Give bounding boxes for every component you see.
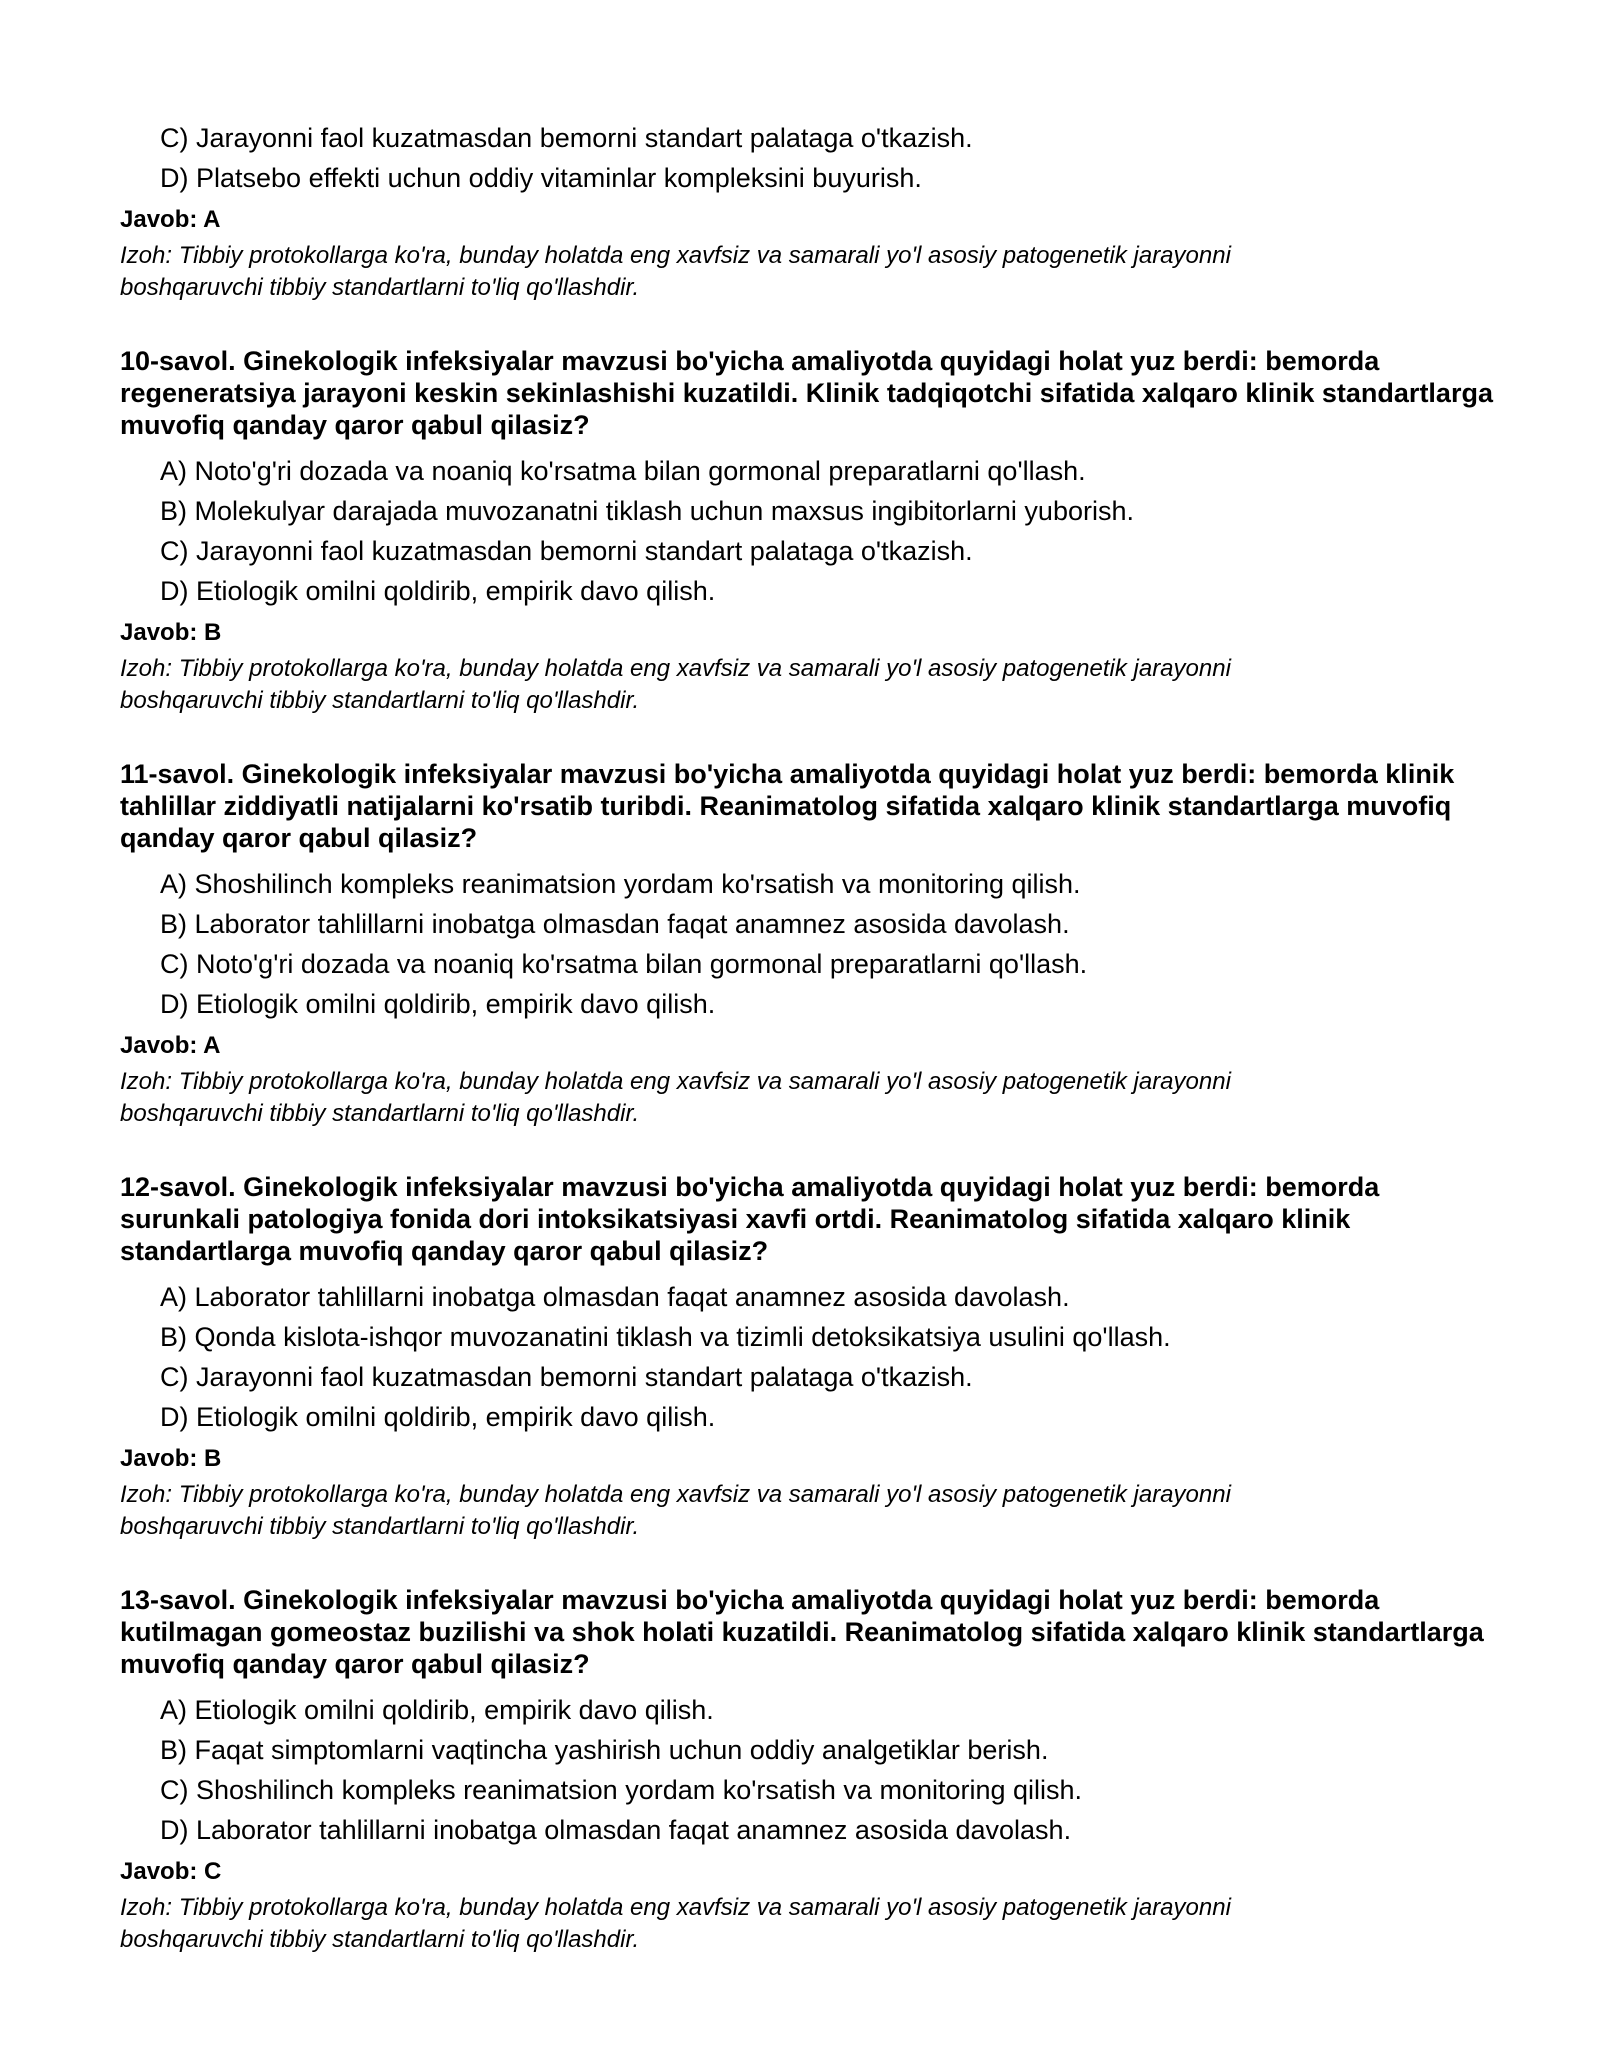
explanation-note: Izoh: Tibbiy protokollarga ko'ra, bunday holatda eng xavfsiz va samarali yo'l asosiy patogenetik jarayonni boshqaruvchi tibbiy standartlarni to'liq qo'llashdir. [120,242,1231,301]
option-a: A) Noto'g'ri dozada va noaniq ko'rsatma bilan gormonal preparatlarni qo'llash. [160,456,1086,486]
explanation-note: Izoh: Tibbiy protokollarga ko'ra, bunday holatda eng xavfsiz va samarali yo'l asosiy patogenetik jarayonni boshqaruvchi tibbiy standartlarni to'liq qo'llashdir. [120,1894,1231,1953]
option-a: A) Etiologik omilni qoldirib, empirik davo qilish. [160,1695,714,1725]
explanation-note: Izoh: Tibbiy protokollarga ko'ra, bunday holatda eng xavfsiz va samarali yo'l asosiy patogenetik jarayonni boshqaruvchi tibbiy standartlarni to'liq qo'llashdir. [120,655,1231,714]
option-d: D) Etiologik omilni qoldirib, empirik davo qilish. [160,1402,716,1432]
answer-label: Javob: A [120,1032,221,1059]
question-title: 12-savol. Ginekologik infeksiyalar mavzusi bo'yicha amaliyotda quyidagi holat yuz berdi: bemorda surunkali patologiya fonida dori intoksikatsiyasi xavfi ortdi. Reanimatolog sifatida xalqaro klinik standartlarga muvofiq qanday qaror qabul qilasiz? [120,1172,1380,1266]
option-c: C) Jarayonni faol kuzatmasdan bemorni standart palataga o'tkazish. [160,123,973,153]
answer-label: Javob: C [120,1858,222,1885]
answer-label: Javob: B [120,619,222,646]
option-d: D) Platsebo effekti uchun oddiy vitaminlar kompleksini buyurish. [160,163,922,193]
question-title: 10-savol. Ginekologik infeksiyalar mavzusi bo'yicha amaliyotda quyidagi holat yuz berdi: bemorda regeneratsiya jarayoni keskin sekinlashishi kuzatildi. Klinik tadqiqotchi sifatida xalqaro klinik standartlarga muvofiq qanday qaror qabul qilasiz? [120,346,1493,440]
question-9-continuation [120,118,1500,304]
question-13 [120,1584,1500,1956]
option-b: B) Qonda kislota-ishqor muvozanatini tiklash va tizimli detoksikatsiya usulini qo'llash. [160,1322,1171,1352]
question-title: 13-savol. Ginekologik infeksiyalar mavzusi bo'yicha amaliyotda quyidagi holat yuz berdi: bemorda kutilmagan gomeostaz buzilishi va shok holati kuzatildi. Reanimatolog sifatida xalqaro klinik standartlarga muvofiq qanday qaror qabul qilasiz? [120,1585,1484,1679]
answer-label: Javob: A [120,206,221,233]
option-a: A) Shoshilinch kompleks reanimatsion yordam ko'rsatish va monitoring qilish. [160,869,1081,899]
question-title: 11-savol. Ginekologik infeksiyalar mavzusi bo'yicha amaliyotda quyidagi holat yuz berdi: bemorda klinik tahlillar ziddiyatli natijalarni ko'rsatib turibdi. Reanimatolog sifatida xalqaro klinik standartlarga muvofiq qanday qaror qabul qilasiz? [120,759,1455,853]
option-c: C) Jarayonni faol kuzatmasdan bemorni standart palataga o'tkazish. [160,1362,973,1392]
option-d: D) Etiologik omilni qoldirib, empirik davo qilish. [160,576,716,606]
question-12 [120,1171,1500,1543]
option-c: C) Noto'g'ri dozada va noaniq ko'rsatma bilan gormonal preparatlarni qo'llash. [160,949,1088,979]
option-d: D) Etiologik omilni qoldirib, empirik davo qilish. [160,989,716,1019]
option-b: B) Molekulyar darajada muvozanatni tiklash uchun maxsus ingibitorlarni yuborish. [160,496,1134,526]
option-c: C) Shoshilinch kompleks reanimatsion yordam ko'rsatish va monitoring qilish. [160,1775,1083,1805]
document-page [120,118,1500,1956]
option-b: B) Laborator tahlillarni inobatga olmasdan faqat anamnez asosida davolash. [160,909,1070,939]
option-b: B) Faqat simptomlarni vaqtincha yashirish uchun oddiy analgetiklar berish. [160,1735,1049,1765]
question-11 [120,758,1500,1130]
option-d: D) Laborator tahlillarni inobatga olmasdan faqat anamnez asosida davolash. [160,1815,1072,1845]
option-a: A) Laborator tahlillarni inobatga olmasdan faqat anamnez asosida davolash. [160,1282,1070,1312]
option-c: C) Jarayonni faol kuzatmasdan bemorni standart palataga o'tkazish. [160,536,973,566]
answer-label: Javob: B [120,1445,222,1472]
explanation-note: Izoh: Tibbiy protokollarga ko'ra, bunday holatda eng xavfsiz va samarali yo'l asosiy patogenetik jarayonni boshqaruvchi tibbiy standartlarni to'liq qo'llashdir. [120,1068,1231,1127]
explanation-note: Izoh: Tibbiy protokollarga ko'ra, bunday holatda eng xavfsiz va samarali yo'l asosiy patogenetik jarayonni boshqaruvchi tibbiy standartlarni to'liq qo'llashdir. [120,1481,1231,1540]
question-10 [120,345,1500,717]
